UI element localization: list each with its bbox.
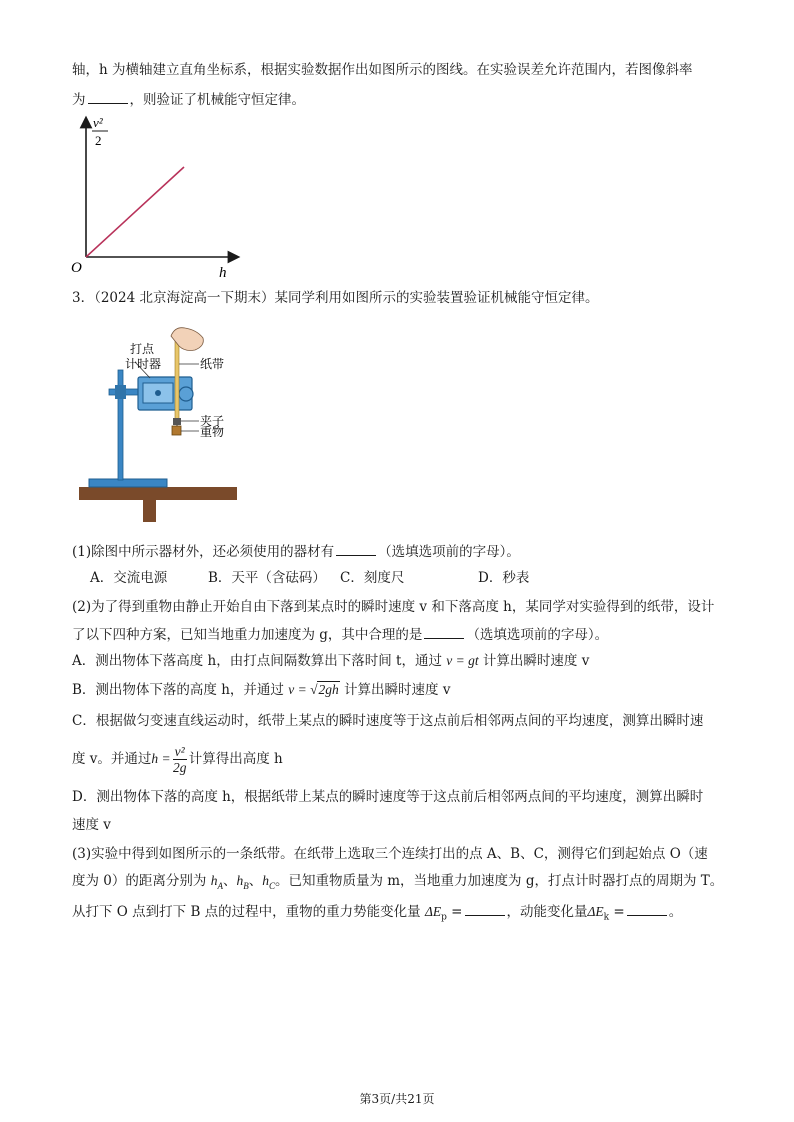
weight-label: 重物: [200, 425, 225, 439]
intro-line-1: 轴，h 为横轴建立直角坐标系，根据实验数据作出如图所示的图线。在实验误差允许范围内，若图像斜率: [72, 62, 693, 78]
part-3-line-1: (3)实验中得到如图所示的一条纸带。在纸带上选取三个连续打出的点 A、B、C，测得它们到起始点 O（速: [72, 846, 708, 862]
page-footer: 第3页/共21页: [359, 1092, 435, 1106]
part-2-line-1: (2)为了得到重物由静止开始自由下落到某点时的瞬时速度 v 和下落高度 h，某同学对实验得到的纸带，设计: [72, 599, 715, 615]
option-c-text: 度 v。并通过: [72, 751, 152, 767]
timer-coil: [179, 387, 193, 401]
option-b-formula: v = √2gh: [288, 682, 339, 697]
intro-line-2-prefix: 为: [72, 92, 86, 108]
h-a-subscript: A: [217, 880, 223, 891]
option-d: D．秒表: [478, 570, 530, 586]
delta-ep-symbol: ΔE: [424, 904, 442, 919]
part-2-option-b: [72, 680, 450, 700]
part-2-option-d-line-1: D．测出物体下落的高度 h，根据纸带上某点的瞬时速度等于这点前后相邻两点间的平均速度，测算出瞬时: [72, 789, 704, 805]
weight: [172, 426, 181, 435]
question-3-title: 3．（2024 北京海淀高一下期末）某同学利用如图所示的实验装置验证机械能守恒定律。: [72, 290, 599, 306]
part-1-suffix: （选填选项前的字母）。: [378, 544, 520, 560]
apparatus-figure: [75, 322, 245, 524]
part-3-line-2: 度为 0）的距离分别为 $h_A$、$h_B$、$h_C$。已知重物质量为 m，当地重力加速度为 g，打点计时器打点的周期为 T。: [72, 873, 724, 891]
option-c-fraction: [173, 744, 187, 775]
table-top: [79, 487, 237, 500]
delta-ep-subscript: p: [441, 912, 447, 923]
clip: [173, 418, 181, 425]
option-a: A．交流电源: [90, 570, 168, 586]
part-1-text: (1)除图中所示器材外，还必须使用的器材有: [72, 544, 335, 560]
y-label-numerator: v²: [93, 115, 103, 130]
part-2-option-a: [72, 651, 589, 671]
part-3-line-2-suffix: 。已知重物质量为 m，当地重力加速度为 g，打点计时器打点的周期为 T。: [274, 873, 724, 889]
option-b: B．天平（含砝码）: [208, 570, 326, 586]
timer-dot: [155, 390, 161, 396]
part-2-line-2-text: 了以下四种方案，已知当地重力加速度为 g，其中合理的是: [72, 627, 423, 643]
paper-tape: [175, 336, 179, 420]
v2-h-graph: [66, 110, 241, 282]
option-a-text: A．测出物体下落高度 h，由打点间隔数算出下落时间 t，通过: [72, 653, 442, 669]
origin-label: O: [71, 260, 82, 276]
h-b-symbol: h: [236, 873, 244, 888]
delta-ek-subscript: k: [603, 912, 610, 923]
intro-line-2: [72, 89, 305, 110]
option-b-text: B．测出物体下落的高度 h，并通过: [72, 682, 284, 698]
kinetic-energy-answer-blank[interactable]: [627, 901, 667, 916]
timer-label-2: 计时器: [125, 357, 162, 371]
part-2-option-c-line-2: [72, 744, 283, 775]
part-1-question: [72, 541, 520, 562]
part-3-line-3-mid: ，动能变化量: [506, 904, 588, 920]
part-3-line-3-end: 。: [668, 904, 683, 920]
option-a-suffix: 计算出瞬时速度 v: [482, 653, 590, 669]
part-3-line-2-text: 度为 0）的距离分别为: [72, 873, 207, 889]
x-label: h: [219, 265, 227, 281]
h-a-symbol: h: [210, 873, 218, 888]
option-c-fraction-denominator: 2g: [172, 760, 187, 775]
h-c-subscript: C: [268, 880, 275, 891]
option-c-formula-lhs: h =: [151, 751, 171, 766]
timer-label-1: 打点: [130, 342, 155, 356]
tape-label: 纸带: [200, 357, 225, 371]
clamp-block: [115, 385, 126, 399]
option-b-suffix: 计算出瞬时速度 v: [344, 682, 451, 698]
part-2-line-2: [72, 624, 608, 645]
table-leg: [143, 500, 156, 522]
y-label-denominator: 2: [95, 133, 102, 148]
option-c-fraction-numerator: v²: [174, 744, 185, 759]
slope-answer-blank[interactable]: [88, 89, 128, 104]
part-1-answer-blank[interactable]: [336, 541, 376, 556]
h-c-symbol: h: [262, 873, 269, 888]
part-3-line-3: 从打下 O 点到打下 B 点的过程中，重物的重力势能变化量 $\Delta E_p$ = ，动能变化量$\Delta E_k$ = 。: [72, 901, 682, 928]
clip-label: 夹子: [200, 414, 225, 428]
intro-line-2-suffix: ，则验证了机械能守恒定律。: [129, 92, 305, 108]
data-line: [86, 167, 184, 257]
stand-base: [89, 479, 167, 487]
part-1-options: [90, 568, 529, 588]
h-b-subscript: B: [243, 880, 249, 891]
option-c: C．刻度尺: [340, 570, 405, 586]
part-2-option-c-line-1: C．根据做匀变速直线运动时，纸带上某点的瞬时速度等于这点前后相邻两点间的平均速度，测算出瞬时速: [72, 713, 704, 729]
option-c-suffix: 计算得出高度 h: [188, 751, 283, 767]
option-b-formula-lhs: v =: [288, 682, 307, 697]
part-2-line-2-suffix: （选填选项前的字母）。: [466, 627, 609, 643]
option-a-formula: v = gt: [446, 653, 479, 668]
part-2-option-d-line-2: 速度 v: [72, 817, 111, 833]
part-3-line-3-text: 从打下 O 点到打下 B 点的过程中，重物的重力势能变化量: [72, 904, 421, 920]
delta-ek-symbol: ΔE: [587, 904, 604, 919]
potential-energy-answer-blank[interactable]: [465, 901, 505, 916]
part-2-answer-blank[interactable]: [424, 624, 464, 639]
option-b-radicand: 2gh: [318, 682, 339, 697]
